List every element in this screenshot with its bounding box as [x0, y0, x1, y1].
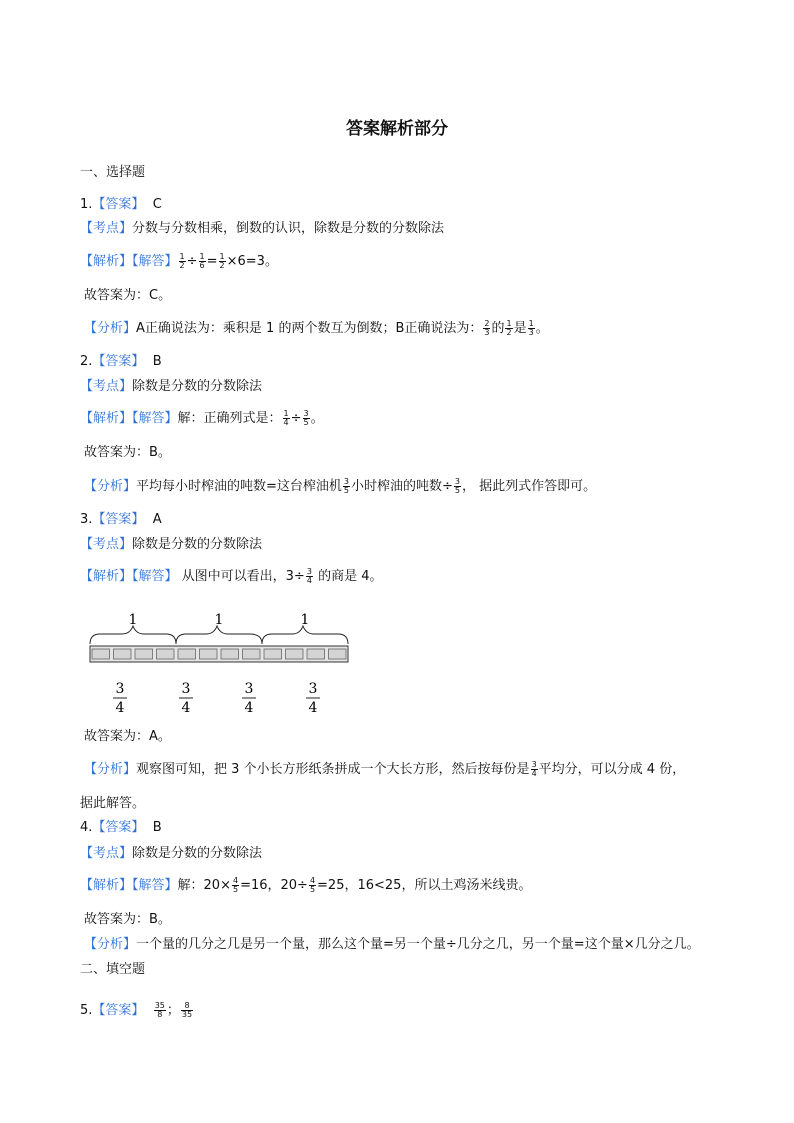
svg-text:4: 4 — [244, 700, 254, 716]
analysis-label: 【分析】 — [84, 321, 137, 336]
svg-text:3: 3 — [181, 681, 191, 697]
q5-answer-line: 5.【答案】 $\frac{35}{8}$ ； $\frac{8}{35}$ — [80, 1001, 193, 1019]
top-label-3: 1 — [300, 612, 310, 628]
strip-svg — [86, 608, 356, 718]
svg-text:3: 3 — [308, 681, 318, 697]
strip-cell — [307, 649, 325, 659]
answer-label: 【答案】 — [92, 197, 145, 212]
brace-3 — [262, 626, 348, 644]
strip-cell — [178, 649, 196, 659]
brace-2 — [176, 626, 262, 644]
q2-point-line: 【考点】除数是分数的分数除法 — [80, 379, 263, 394]
q4-answer-value: B — [152, 820, 162, 835]
point-label: 【考点】 — [80, 221, 133, 236]
q1-frac-3: $\frac{1}{2}$ — [219, 252, 225, 270]
q2-frac-2: $\frac{3}{5}$ — [303, 409, 309, 427]
paper-strip-diagram — [86, 608, 356, 718]
q2-answer-value: B — [152, 354, 162, 369]
strip-cell — [114, 649, 132, 659]
top-label-1: 1 — [128, 612, 138, 628]
q4-frac-2: $\frac{4}{5}$ — [309, 876, 316, 894]
brace-1 — [90, 626, 176, 644]
strip-cell — [243, 649, 261, 659]
page-title: 答案解析部分 — [346, 119, 448, 139]
top-label-2: 1 — [214, 612, 224, 628]
strip-cell — [92, 649, 110, 659]
jiexi-label: 【解析】 — [80, 254, 133, 269]
q4-solution-line: 【解析】【解答】解：20× $\frac{4}{5}$ =16，20÷ $\frac{4}{5}$ =25，16<25，所以土鸡汤米线贵。 — [80, 876, 532, 894]
bottom-frac-3 — [242, 681, 256, 716]
svg-text:3: 3 — [115, 681, 125, 697]
svg-text:4: 4 — [308, 700, 318, 716]
q2-analysis-line: 【分析】平均每小时榨油的吨数=这台榨油机 $\frac{3}{5}$ 小时榨油的吨数÷ $\frac{3}{5}$ ， 据此列式作答即可。 — [84, 477, 597, 495]
q1-an-frac-3: $\frac{1}{3}$ — [528, 319, 534, 337]
q1-frac-1: $\frac{1}{2}$ — [179, 252, 185, 270]
q3-final: 故答案为：A。 — [84, 729, 171, 744]
q3-answer-line: 3.【答案】 A — [80, 512, 162, 527]
q3-analysis-line: 【分析】观察图可知，把 3 个小长方形纸条拼成一个大长方形，然后按每份是 $\frac{3}{4}$ 平均分，可以分成 4 份， — [84, 760, 686, 778]
q1-an-frac-2: $\frac{1}{2}$ — [506, 319, 512, 337]
bottom-frac-4 — [306, 681, 320, 716]
q1-number: 1. — [80, 197, 93, 212]
q1-answer-line — [80, 196, 162, 214]
strip-cell — [200, 649, 218, 659]
q1-point-text: 分数与分数相乘，倒数的认识，除数是分数的分数除法 — [132, 221, 445, 236]
bottom-frac-2 — [179, 681, 193, 716]
section-heading-fill: 二、填空题 — [80, 962, 146, 977]
svg-text:4: 4 — [115, 700, 125, 716]
q3-analysis-cont: 据此解答。 — [80, 796, 146, 811]
q1-solution-line: 【解析】【解答】 $\frac{1}{2}$ ÷ $\frac{1}{6}$ = $\frac{1}{2}$ ×6=3。 — [80, 252, 278, 270]
q2-an-frac-1: $\frac{3}{5}$ — [343, 477, 350, 495]
q4-final: 故答案为：B。 — [84, 912, 171, 927]
strip-cell — [264, 649, 282, 659]
q1-final: 故答案为：C。 — [84, 288, 172, 303]
q1-answer-value: C — [152, 197, 162, 212]
q2-an-frac-2: $\frac{3}{5}$ — [454, 477, 461, 495]
q1-an-frac-1: $\frac{2}{3}$ — [484, 319, 490, 337]
q3-point-line: 【考点】除数是分数的分数除法 — [80, 537, 263, 552]
q1-analysis-line: 【分析】A正确说法为：乘积是 1 的两个数互为倒数；B正确说法为： $\frac{2}{3}$ 的 $\frac{1}{2}$ 是 $\frac{1}{3}$ 。 — [84, 319, 549, 337]
q5-frac-2: $\frac{8}{35}$ — [181, 1001, 193, 1019]
q5-frac-1: $\frac{35}{8}$ — [154, 1001, 165, 1019]
bottom-frac-1 — [113, 681, 127, 716]
svg-text:3: 3 — [244, 681, 254, 697]
q2-answer-line: 2.【答案】 B — [80, 354, 162, 369]
jieda-label: 【解答】 — [132, 254, 178, 269]
q3-an-frac: $\frac{3}{4}$ — [531, 760, 537, 778]
q4-point-line: 【考点】除数是分数的分数除法 — [80, 846, 263, 861]
strip-cell — [221, 649, 239, 659]
q2-solution-line: 【解析】【解答】解：正确列式是： $\frac{1}{4}$ ÷ $\frac{3}{5}$ 。 — [80, 409, 324, 427]
section-heading-choice: 一、选择题 — [80, 165, 146, 180]
strip-cell — [135, 649, 153, 659]
q1-point-line — [80, 220, 444, 238]
q4-answer-line: 4.【答案】 B — [80, 820, 162, 835]
q2-final: 故答案为：B。 — [84, 445, 171, 460]
q2-frac-1: $\frac{1}{4}$ — [283, 409, 289, 427]
strip-cell — [157, 649, 175, 659]
strip-cell — [329, 649, 347, 659]
q3-answer-value: A — [152, 512, 162, 527]
q3-solution-line: 【解析】【解答】 从图中可以看出，3÷ $\frac{3}{4}$ 的商是 4。 — [80, 567, 383, 585]
svg-text:4: 4 — [181, 700, 191, 716]
q3-frac: $\frac{3}{4}$ — [306, 567, 312, 585]
strip-cell — [286, 649, 304, 659]
q4-frac-1: $\frac{4}{5}$ — [232, 876, 239, 894]
q1-frac-2: $\frac{1}{6}$ — [199, 252, 205, 270]
q4-analysis-line: 【分析】一个量的几分之几是另一个量，那么这个量=另一个量÷几分之几，另一个量=这个量×几分之几。 — [84, 937, 700, 952]
